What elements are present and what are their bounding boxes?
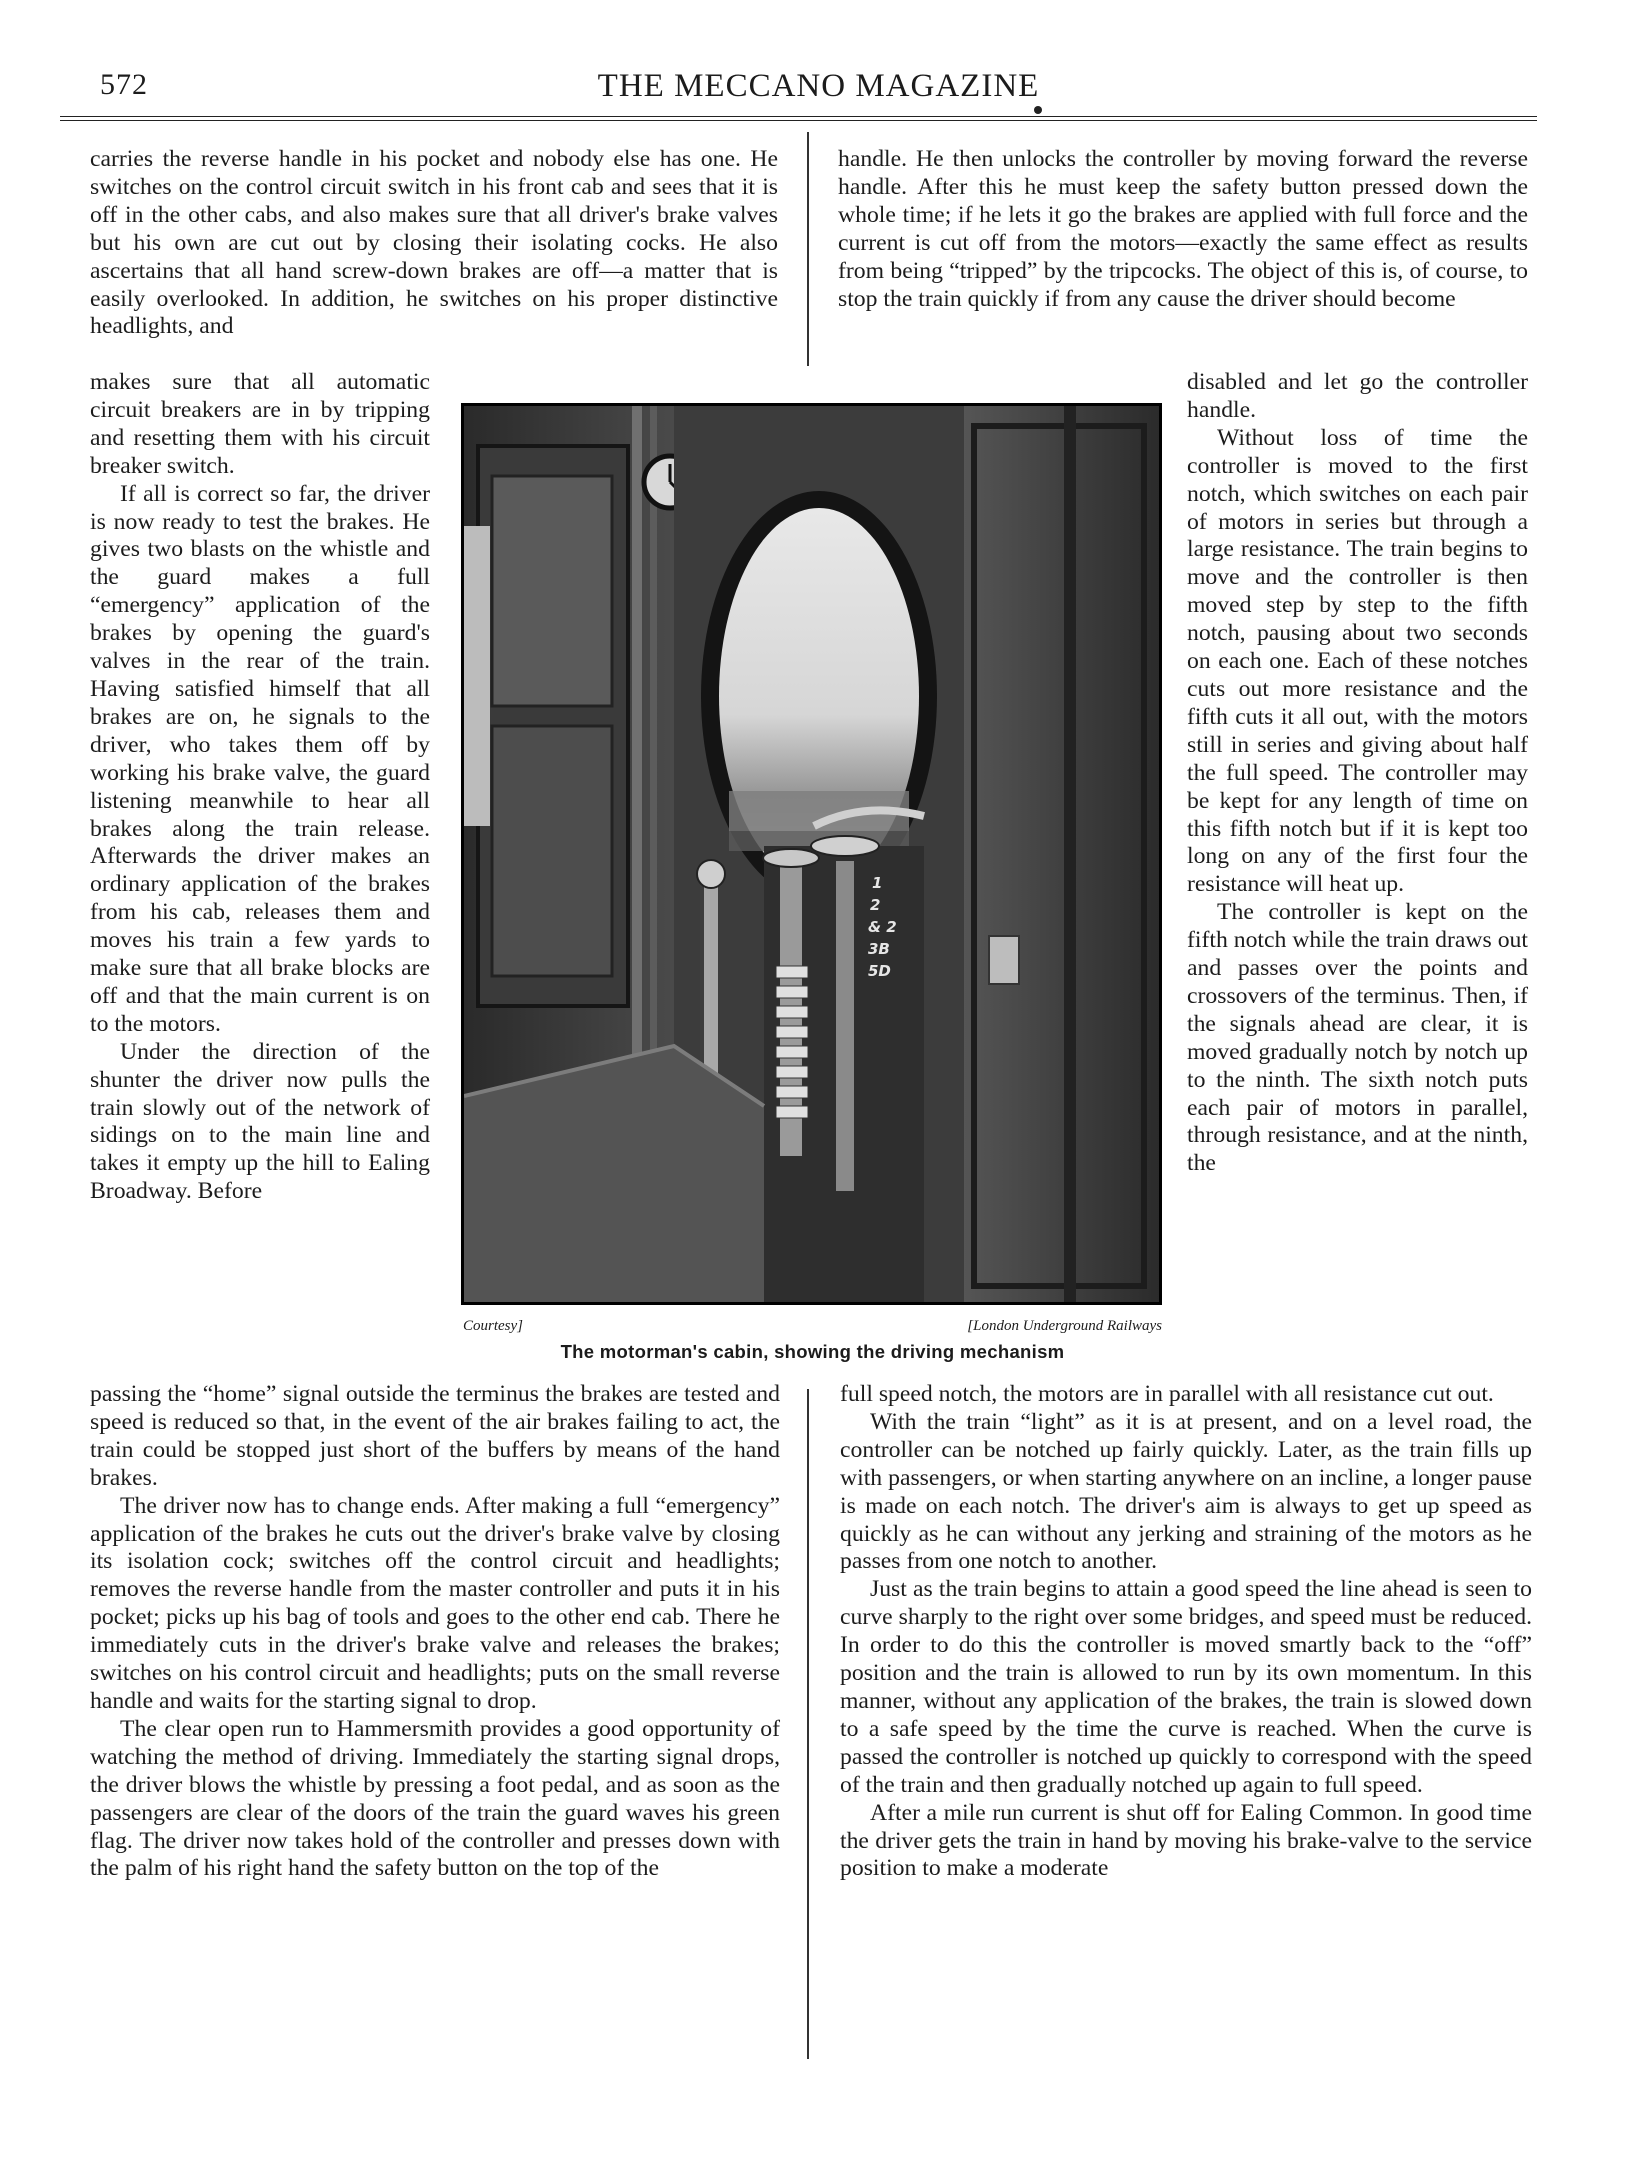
left-column-top (90, 146, 778, 341)
paragraph: Without loss of time the controller is moved to the first notch, which switches on each pair of motors in series but through a large resistance. The train begins to move and the controller is then moved step by step to the fifth notch, pausing about two seconds on each one. Each of these notches cuts out more resistance and the fifth cuts it all out, with the motors still in series and giving about half the full speed. The controller may be kept for any length of time on this fifth notch but if it is kept too long on any of the first four the resistance will heat up. (1187, 424, 1528, 898)
column-divider-bottom (807, 1389, 809, 2059)
cabin-photograph (461, 403, 1162, 1305)
paragraph: After a mile run current is shut off for Ealing Common. In good time the driver gets the train in hand by moving his brake-valve to the service position to make a moderate (840, 1799, 1532, 1882)
photo-notch-label: & 2 (868, 918, 897, 936)
photo-notch-label: 1 (872, 874, 883, 892)
paragraph: full speed notch, the motors are in parallel with all resistance cut out. (840, 1381, 1494, 1407)
photo-notch-label: 3B (868, 940, 890, 958)
paragraph: With the train “light” as it is at present, and on a level road, the controller can be notched up fairly quickly. Later, as the train fills up with passengers, or when starting anywhere on an incline, a longer pause is made on each notch. The driver's aim is always to get up speed as quickly as he can without any jerking and straining of the motors as he passes from one notch to another. (840, 1408, 1532, 1575)
figure-caption: The motorman's cabin, showing the driving mechanism (560, 1341, 1065, 1362)
paragraph: The clear open run to Hammersmith provides a good opportunity of watching the method of driving. Immediately the starting signal drops, the driver blows the whistle by pressing a foot pedal, and as soon as the passengers are clear of the doors of the train the guard waves his green flag. The driver now takes hold of the controller and presses down with the palm of his right hand the safety button on the top of the (90, 1715, 780, 1882)
paragraph: Under the direction of the shunter the driver now pulls the train slowly out of the network of sidings on to the main line and takes it empty up the hill to Ealing Broadway. Before (90, 1038, 430, 1205)
right-column-beside-figure (1187, 369, 1528, 1178)
photo-notch-label: 2 (870, 896, 881, 914)
right-column-top (838, 146, 1528, 313)
photo-credit-courtesy: Courtesy] (463, 1318, 523, 1334)
page-header (100, 68, 1537, 112)
right-column-bottom (840, 1381, 1532, 1883)
column-divider-top (807, 132, 809, 366)
header-rule (60, 116, 1537, 121)
paragraph: carries the reverse handle in his pocket and nobody else has one. He switches on the control circuit switch in his front cab and sees that it is off in the other cabs, and also makes sure that all driver's brake valves but his own are cut out by closing their isolating cocks. He also ascertains that all hand screw-down brakes are off—a matter that is easily overlooked. In addition, he switches on his proper distinctive headlights, and (90, 146, 778, 340)
paragraph: handle. He then unlocks the controller by moving forward the reverse handle. After this he must keep the safety button pressed down the whole time; if he lets it go the brakes are applied with full force and the current is cut off from the motors—exactly the same effect as results from being “tripped” by the tripcocks. The object of this is, of course, to stop the train quickly if from any cause the driver should become (838, 146, 1528, 312)
paragraph: The driver now has to change ends. After making a full “emergency” application of the brakes he cuts out the driver's brake valve by closing its isolation cock; switches off the control circuit and headlights; removes the reverse handle from the master controller and puts it in his pocket; picks up his bag of tools and goes to the other end cab. There he immediately cuts in the driver's brake valve and releases the brakes; switches on his control circuit and headlights; puts on the small reverse handle and waits for the starting signal to drop. (90, 1492, 780, 1714)
paragraph: Just as the train begins to attain a good speed the line ahead is seen to curve sharply to the right over some bridges, and speed must be reduced. In order to do this the controller is moved smartly back to the “off” position and the train is allowed to run by its own momentum. In this manner, without any application of the brakes, the train is slowed down to a safe speed by the time the curve is reached. When the curve is passed the controller is notched up quickly to correspond with the speed of the train and then gradually notched up again to full speed. (840, 1576, 1532, 1798)
paragraph: If all is correct so far, the driver is now ready to test the brakes. He gives two blasts on the whistle and the guard makes a full “emergency” application of the brakes by opening the guard's valves in the rear of the train. Having satisfied himself that all brakes are on, he signals to the driver, who takes them off by working his brake valve, the guard listening meanwhile to hear all brakes along the train release. Afterwards the driver makes an ordinary application of the brakes from his cab, releases them and moves his train a few yards to make sure that all brake blocks are off and that the main current is on to the motors. (90, 480, 430, 1037)
header-rule-ornament (1034, 106, 1042, 114)
paragraph: disabled and let go the controller handle. (1187, 369, 1528, 423)
paragraph: passing the “home” signal outside the terminus the brakes are tested and speed is reduced so that, in the event of the air brakes failing to act, the train could be stopped just short of the buffers by means of the hand brakes. (90, 1381, 780, 1491)
photo-notch-label: 5D (868, 962, 891, 980)
left-column-bottom (90, 1381, 780, 1883)
paragraph: The controller is kept on the fifth notch while the train draws out and passes over the points and crossovers of the terminus. Then, if the signals ahead are clear, it is moved gradually notch by notch up to the ninth. The sixth notch puts each pair of motors in parallel, through resistance, and at the ninth, the (1187, 899, 1528, 1177)
photo-credit-source: [London Underground Railways (967, 1318, 1162, 1334)
magazine-title: THE MECCANO MAGAZINE (597, 68, 1040, 104)
page-number: 572 (100, 68, 148, 101)
paragraph: makes sure that all automatic circuit breakers are in by tripping and resetting them with his circuit breaker switch. (90, 369, 430, 479)
left-column-beside-figure (90, 369, 430, 1206)
